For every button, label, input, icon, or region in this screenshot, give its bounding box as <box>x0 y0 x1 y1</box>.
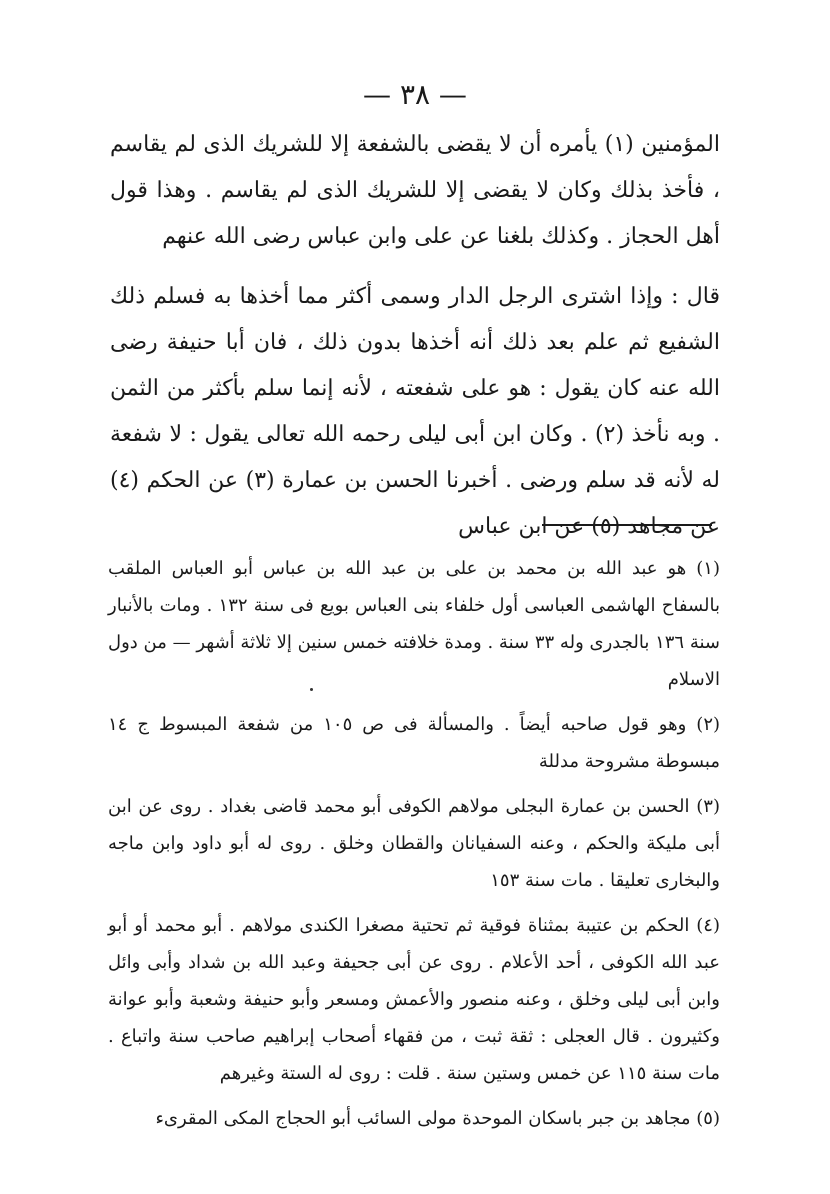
main-paragraph-2: قال : وإذا اشترى الرجل الدار وسمى أكثر مما أخذها به فسلم ذلك الشفيع ثم علم بعد ذلك أنه أخذها بدون ذلك ، فان أبا حنيفة رضى الله عنه كان يقول : هو على شفعته ، لأنه إنما سلم بأكثر من الثمن . وبه نأخذ (٢) . وكان ابن أبى ليلى رحمه الله تعالى يقول : لا شفعة له لأنه قد سلم ورضى . أخبرنا الحسن بن عمارة (٣) عن الحكم (٤) عن مجاهد (٥) عن ابن عباس <box>110 284 721 539</box>
footnote-5: (٥) مجاهد بن جبر باسكان الموحدة مولى السائب أبو الحجاج المكى المقرىء <box>155 1108 720 1129</box>
footnotes <box>108 550 720 1137</box>
main-text <box>110 122 720 550</box>
footnote-4: (٤) الحكم بن عتيبة بمثناة فوقية ثم تحتية مصغرا الكندى مولاهم . أبو محمد أو أبو عبد الله الكوفى ، أحد الأعلام . روى عن أبى جحيفة وعبد الله بن شداد وأبى وائل وابن أبى ليلى وخلق ، وعنه منصور والأعمش ومسعر وأبو حنيفة وشعبة وأبو عوانة وكثيرون . قال العجلى : ثقة ثبت ، من فقهاء أصحاب إبراهيم صاحب سنة واتباع . مات سنة ١١٥ عن خمس وستين سنة . قلت : روى له الستة وغيرهم <box>108 915 720 1084</box>
page-number: — ٣٨ — <box>363 78 467 111</box>
footnote-2: (٢) وهو قول صاحبه أيضاً . والمسألة فى ص ١٠٥ من شفعة المبسوط ج ١٤ مبسوطة مشروحة مدللة <box>108 714 721 772</box>
footnote-separator <box>542 524 712 526</box>
ink-speck <box>310 688 313 691</box>
footnote-3: (٣) الحسن بن عمارة البجلى مولاهم الكوفى أبو محمد قاضى بغداد . روى عن ابن أبى مليكة والحكم ، وعنه السفيانان والقطان وخلق . روى له أبو داود وابن ماجه والبخارى تعليقا . مات سنة ١٥٣ <box>108 796 720 891</box>
footnote-1: (١) هو عبد الله بن محمد بن على بن عبد الله بن عباس أبو العباس الملقب بالسفاح الهاشمى العباسى أول خلفاء بنى العباس بويع فى سنة ١٣٢ . ومات بالأنبار سنة ١٣٦ بالجدرى وله ٣٣ سنة . ومدة خلافته خمس سنين إلا ثلاثة أشهر — من دول الاسلام <box>108 558 721 690</box>
main-paragraph-1: المؤمنين (١) يأمره أن لا يقضى بالشفعة إلا للشريك الذى لم يقاسم ، فأخذ بذلك وكان لا يقضى إلا للشريك الذى لم يقاسم . وهذا قول أهل الحجاز . وكذلك بلغنا عن على وابن عباس رضى الله عنهم <box>110 132 720 249</box>
